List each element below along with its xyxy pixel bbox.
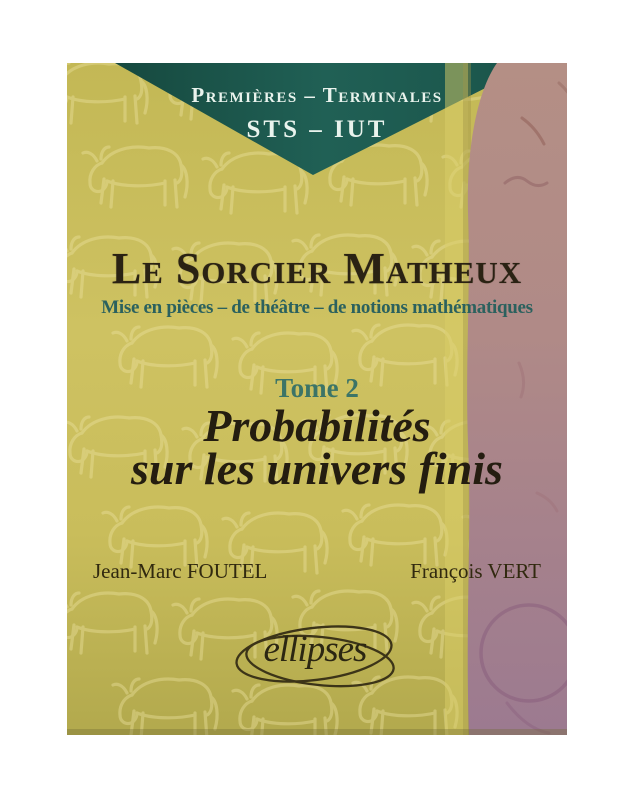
- author-right: François VERT: [410, 559, 541, 583]
- banner-sts-iut-line: STS – IUT: [246, 116, 388, 143]
- authors-row: [67, 559, 567, 584]
- book-cover: [67, 63, 567, 735]
- tome-number: Tome 2: [275, 373, 359, 403]
- volume-title-line2: sur les univers finis: [131, 443, 503, 494]
- banner-levels-line: Premières – Terminales: [191, 83, 443, 107]
- series-subtitle: Mise en pièces – de théâtre – de notions mathématiques: [101, 297, 533, 318]
- volume-title-line1: Probabilités: [203, 400, 431, 451]
- author-left: Jean-Marc FOUTEL: [93, 559, 268, 583]
- publisher-name: ellipses: [263, 629, 367, 670]
- publisher-logo: [232, 617, 402, 703]
- series-title: Le Sorcier Matheux: [111, 244, 523, 293]
- bottom-edge-shade: [67, 729, 567, 735]
